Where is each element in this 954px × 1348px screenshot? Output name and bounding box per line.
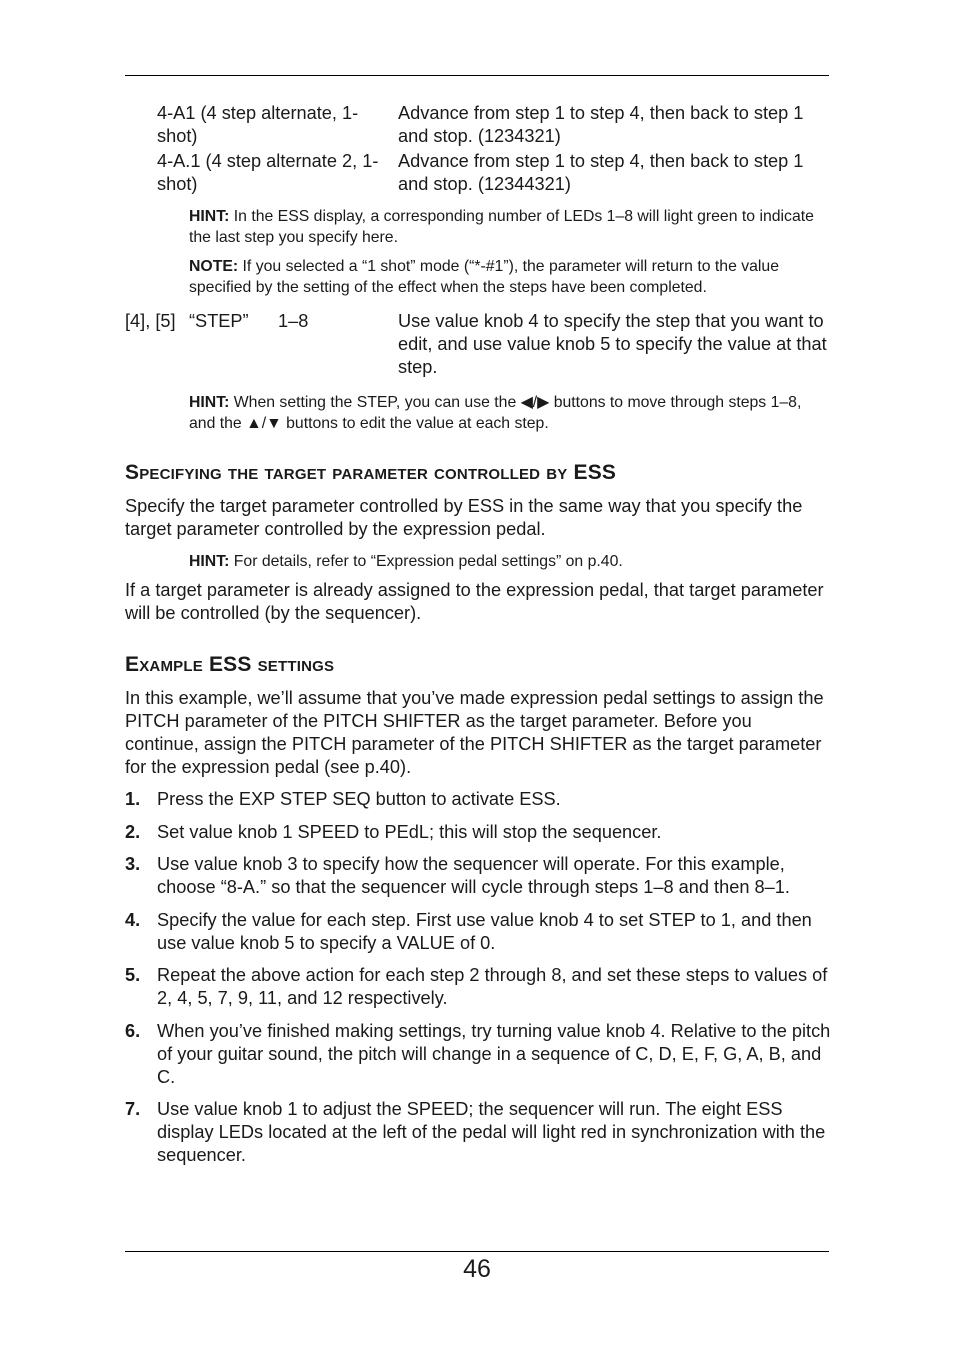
step-number: 6.	[125, 1021, 141, 1041]
param-name: “STEP”	[189, 311, 249, 331]
step-text: Specify the value for each step. First use value knob 4 to set STEP to 1, and then use value knob 5 to specify a VALUE of 0.	[157, 910, 812, 953]
mode-description: Advance from step 1 to step 4, then back to step 1 and stop. (1234321)	[398, 103, 804, 146]
hint-text: In the ESS display, a corresponding number of LEDs 1–8 will light green to indicate the last step you specify here.	[189, 208, 814, 246]
hint-note	[189, 392, 829, 434]
step-number: 7.	[125, 1099, 141, 1119]
bottom-rule	[125, 1251, 829, 1252]
step-number: 2.	[125, 822, 141, 842]
hint-note	[189, 551, 829, 572]
table-row-desc	[398, 150, 830, 196]
paragraph: In this example, we’ll assume that you’ve made expression pedal settings to assign the PITCH parameter of the PITCH SHIFTER as the target parameter. Before you continue, assign the PITCH parameter of the PITCH SHIFTER as the target parameter for the expression pedal (see p.40).	[125, 688, 824, 777]
step-number: 4.	[125, 910, 141, 930]
step-text: Press the EXP STEP SEQ button to activate ESS.	[157, 789, 561, 809]
note	[189, 256, 829, 298]
hint-text: For details, refer to “Expression pedal settings” on p.40.	[229, 553, 623, 570]
table-row	[157, 150, 382, 196]
step-text: Use value knob 3 to specify how the sequencer will operate. For this example, choose “8-A.” so that the sequencer will cycle through steps 1–8 and then 8–1.	[157, 854, 790, 897]
mode-name: 4-A.1 (4 step alternate 2, 1-shot)	[157, 151, 379, 194]
hint-note	[189, 206, 829, 248]
hint-label: HINT:	[189, 394, 230, 411]
section-heading: Example ESS settings	[125, 653, 335, 676]
step-number: 1.	[125, 789, 141, 809]
top-rule	[125, 75, 829, 76]
note-text: If you selected a “1 shot” mode (“*-#1”), the parameter will return to the value specified by the setting of the effect when the steps have been completed.	[189, 258, 780, 296]
hint-text: When setting the STEP, you can use the ◀/▶ buttons to move through steps 1–8, and the ▲/▼ buttons to edit the value at each step.	[189, 394, 802, 432]
mode-name: 4-A1 (4 step alternate, 1-shot)	[157, 103, 359, 146]
note-label: NOTE:	[189, 258, 239, 275]
table-row	[157, 102, 382, 148]
hint-label: HINT:	[189, 208, 230, 225]
hint-label: HINT:	[189, 553, 230, 570]
table-row-desc	[398, 102, 830, 148]
page-number: 46	[463, 1255, 491, 1283]
step-number: 5.	[125, 965, 141, 985]
section-heading: Specifying the target parameter controlled by ESS	[125, 461, 617, 484]
step-text: Set value knob 1 SPEED to PEdL; this will stop the sequencer.	[157, 822, 662, 842]
step-text: Repeat the above action for each step 2 through 8, and set these steps to values of 2, 4, 5, 7, 9, 11, and 12 respectively.	[157, 965, 828, 1008]
paragraph: Specify the target parameter controlled by ESS in the same way that you specify the target parameter controlled by the expression pedal.	[125, 496, 803, 539]
param-range: 1–8	[278, 311, 309, 331]
param-description: Use value knob 4 to specify the step that you want to edit, and use value knob 5 to specify the value at that step.	[398, 311, 827, 377]
step-text: Use value knob 1 to adjust the SPEED; the sequencer will run. The eight ESS display LEDs located at the left of the pedal will light red in synchronization with the sequencer.	[157, 1099, 826, 1165]
paragraph: If a target parameter is already assigned to the expression pedal, that target parameter will be controlled (by the sequencer).	[125, 580, 824, 623]
mode-description: Advance from step 1 to step 4, then back to step 1 and stop. (12344321)	[398, 151, 804, 194]
param-knobs: [4], [5]	[125, 311, 176, 331]
step-text: When you’ve finished making settings, try turning value knob 4. Relative to the pitch of your guitar sound, the pitch will change in a sequence of C, D, E, F, G, A, B, and C.	[157, 1021, 831, 1087]
step-number: 3.	[125, 854, 141, 874]
